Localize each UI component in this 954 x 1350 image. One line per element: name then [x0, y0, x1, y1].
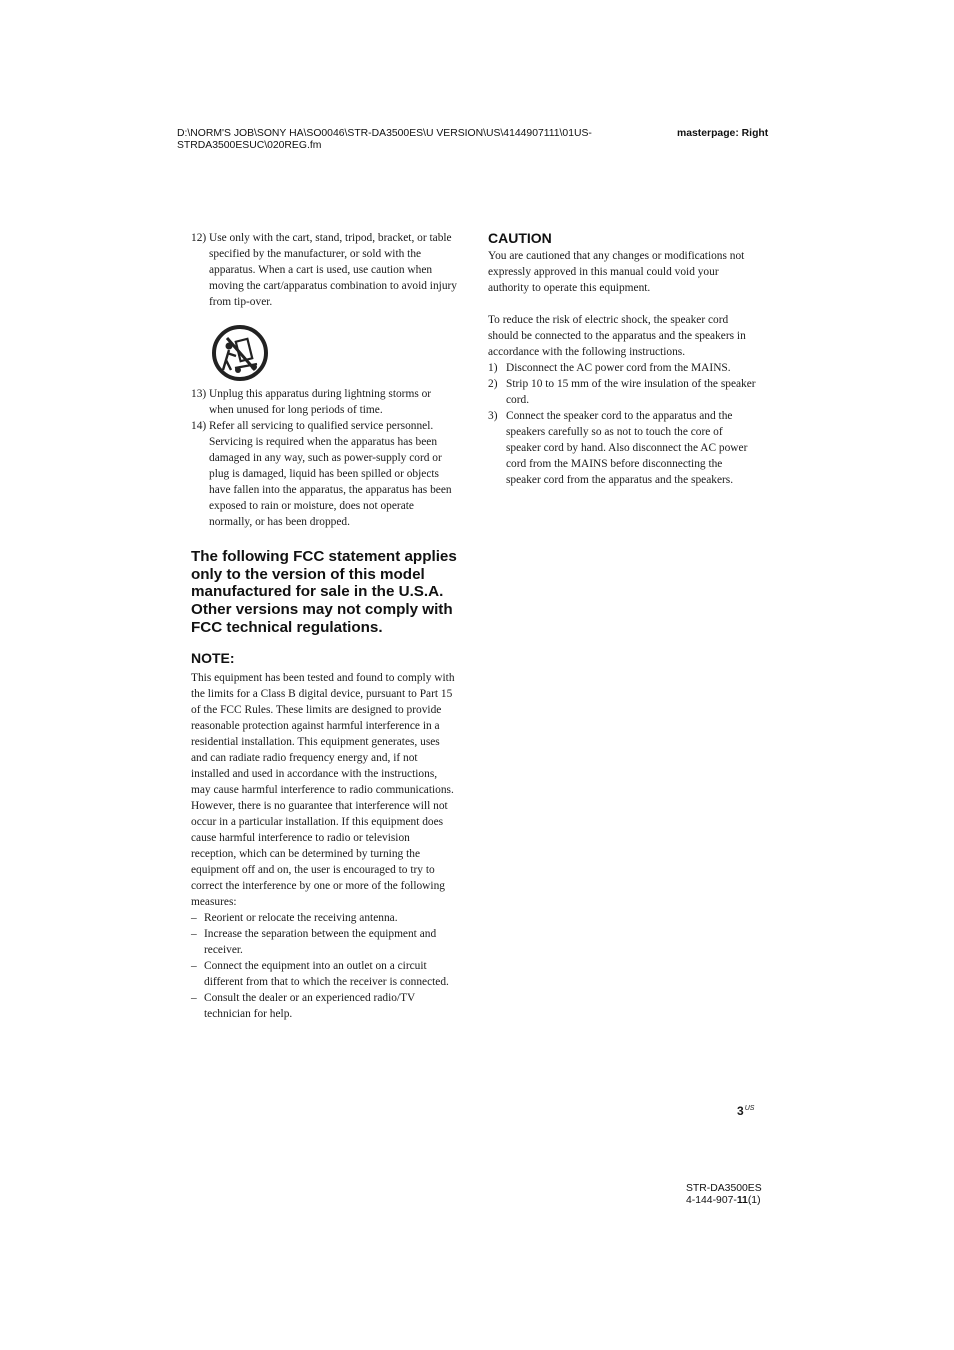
measure-item	[191, 910, 457, 926]
speaker-cord-intro: To reduce the risk of electric shock, the speaker cord should be connected to the apparatus and the speakers in accordance with the following instructions.	[488, 314, 746, 358]
dash-marker: –	[191, 927, 197, 940]
item-text: Unplug this apparatus during lightning storms or when unused for long periods of time.	[209, 388, 432, 416]
file-path-header	[177, 128, 647, 152]
part-number-suffix: (1)	[747, 1195, 761, 1206]
right-column	[488, 230, 756, 488]
file-path-line-1: D:\NORM'S JOB\SONY HA\SO0046\STR-DA3500ES\U VERSION\US\4144907111\01US-	[177, 128, 592, 139]
speaker-step-2	[488, 376, 756, 408]
part-number	[686, 1195, 762, 1207]
dash-marker: –	[191, 959, 197, 972]
footer-model-info	[686, 1183, 762, 1207]
left-column	[191, 230, 457, 1022]
item-number: 13)	[191, 388, 207, 400]
note-heading: NOTE:	[191, 649, 235, 666]
file-path-line-2: STRDA3500ESUC\020REG.fm	[177, 140, 322, 151]
measure-text: Increase the separation between the equipment and receiver.	[204, 927, 437, 956]
safety-item-14	[191, 418, 457, 530]
note-body: This equipment has been tested and found to comply with the limits for a Class B digital device, pursuant to Part 15 of the FCC Rules. These limits are designed to provide reasonable protection against harmful interference in a residential installation. This equipment generates, uses and can radiate radio frequency energy and, if not installed and used in accordance with the instructions, may cause harmful interference to radio communications. However, there is no guarantee that interference will not occur in a particular installation. If this equipment does cause harmful interference to radio or television reception, which can be determined by turning the equipment off and on, the user is encouraged to try to correct the interference by one or more of the following measures:	[191, 671, 455, 908]
page-number	[737, 1104, 754, 1118]
fcc-statement-heading: The following FCC statement applies only to the version of this model manufactured for sale in the U.S.A. Other versions may not comply with FCC technical regulations.	[191, 548, 457, 636]
item-text: Use only with the cart, stand, tripod, bracket, or table specified by the manufacturer, or sold with the apparatus. When a cart is used, use caution when moving the cart/apparatus combination to avoid injury from tip-over.	[209, 232, 458, 308]
step-text: Connect the speaker cord to the apparatus and the speakers carefully so as not to touch the core of speaker cord by hand. Also disconnect the AC power cord from the MAINS before disconnecting the speaker cord from the apparatus and the speakers.	[506, 410, 748, 486]
model-number: STR-DA3500ES	[686, 1183, 762, 1194]
step-number: 2)	[488, 378, 498, 390]
caution-heading: CAUTION	[488, 230, 552, 246]
step-number: 3)	[488, 410, 498, 422]
item-number: 14)	[191, 420, 207, 432]
measure-text: Connect the equipment into an outlet on a circuit different from that to which the receiver is connected.	[204, 959, 449, 988]
measure-item	[191, 990, 457, 1022]
paragraph-spacer	[488, 296, 756, 312]
measure-item	[191, 958, 457, 990]
dash-marker: –	[191, 991, 197, 1004]
speaker-step-3	[488, 408, 756, 488]
part-number-prefix: 4-144-907-	[686, 1195, 737, 1206]
cart-tip-over-warning-icon	[211, 324, 269, 382]
speaker-step-1	[488, 360, 756, 376]
page-number-suffix: US	[744, 1105, 755, 1112]
item-number: 12)	[191, 232, 207, 244]
step-text: Disconnect the AC power cord from the MAINS.	[506, 362, 731, 374]
page-number-value: 3	[737, 1104, 744, 1118]
safety-item-12	[191, 230, 457, 310]
part-number-revision: 11	[736, 1195, 748, 1206]
step-number: 1)	[488, 362, 498, 374]
safety-item-13	[191, 386, 457, 418]
measure-text: Consult the dealer or an experienced radio/TV technician for help.	[204, 991, 416, 1020]
masterpage-label: masterpage: Right	[677, 128, 769, 139]
measure-item	[191, 926, 457, 958]
item-text: Refer all servicing to qualified service personnel. Servicing is required when the apparatus has been damaged in any way, such as power-supply cord or plug is damaged, liquid has been spilled or objects have fallen into the apparatus, the apparatus has been exposed to rain or moisture, does not operate normally, or has been dropped.	[209, 420, 452, 528]
measure-text: Reorient or relocate the receiving antenna.	[204, 911, 398, 924]
dash-marker: –	[191, 911, 197, 924]
caution-body: You are cautioned that any changes or modifications not expressly approved in this manual could void your authority to operate this equipment.	[488, 250, 745, 294]
step-text: Strip 10 to 15 mm of the wire insulation of the speaker cord.	[506, 378, 756, 406]
